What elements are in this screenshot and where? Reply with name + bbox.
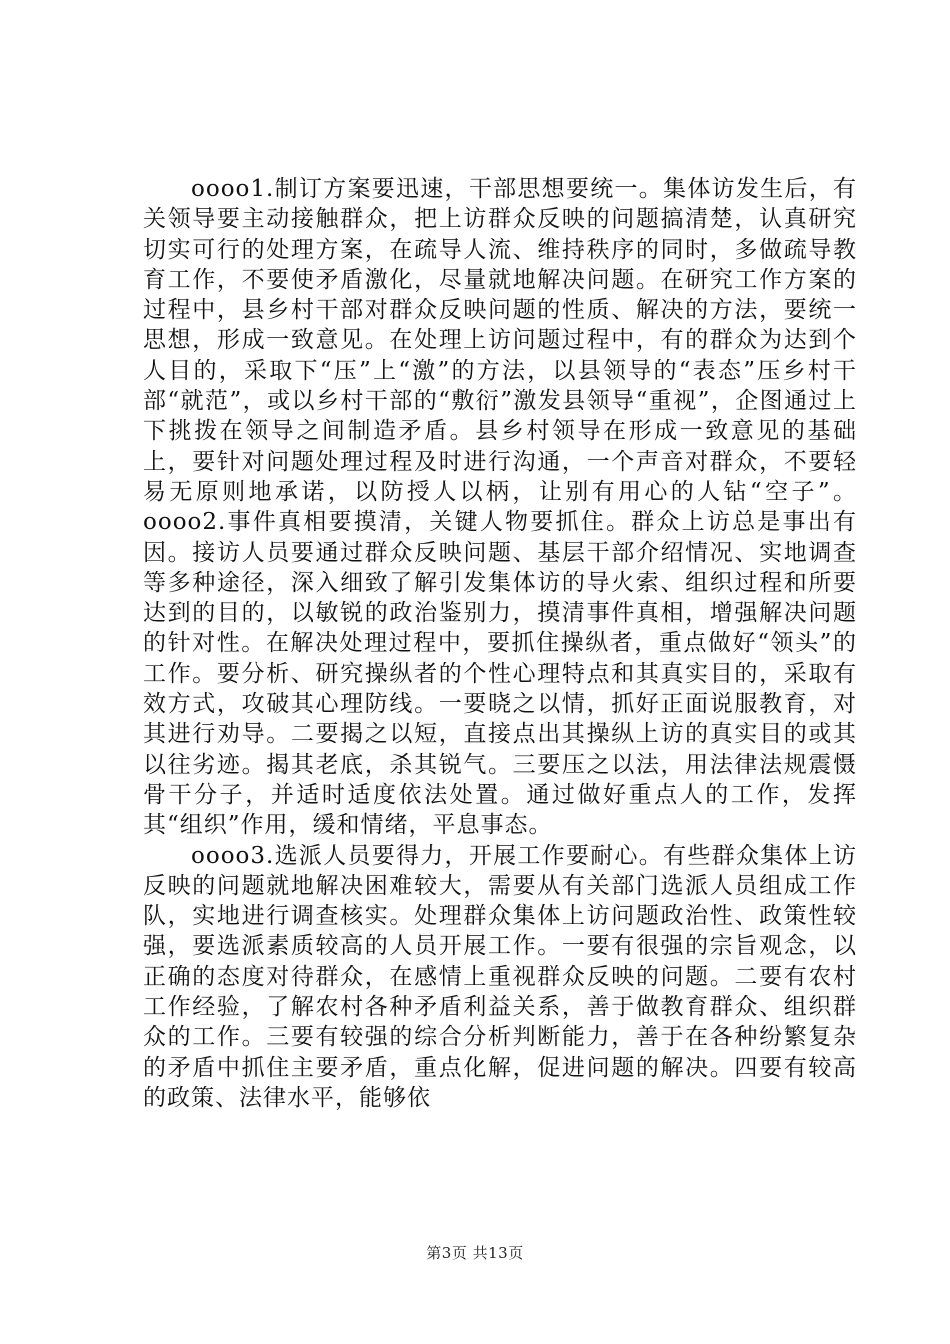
page-number: 第3页 共13页 — [426, 1244, 524, 1262]
page-footer — [0, 1242, 950, 1263]
paragraph-1: oooo1.制订方案要迅速，干部思想要统一。集体访发生后，有关领导要主动接触群众，把上访群众反映的问题搞清楚，认真研究切实可行的处理方案，在疏导人流、维持秩序的同时，多做疏导教育工作，不要使矛盾激化，尽量就地解决问题。在研究工作方案的过程中，县乡村干部对群众反映问题的性质、解决的方法，要统一思想，形成一致意见。在处理上访问题过程中，有的群众为达到个人目的，采取下“压”上“激”的方法，以县领导的“表态”压乡村干部“就范”，或以乡村干部的“敷衍”激发县领导“重视”，企图通过上下挑拨在领导之间制造矛盾。县乡村领导在形成一致意见的基础上，要针对问题处理过程及时进行沟通，一个声音对群众，不要轻易无原则地承诺，以防授人以柄，让别有用心的人钻“空子”。oooo2.事件真相要摸清，关键人物要抓住。群众上访总是事出有因。接访人员要通过群众反映问题、基层干部介绍情况、实地调查等多种途径，深入细致了解引发集体访的导火索、组织过程和所要达到的目的，以敏锐的政治鉴别力，摸清事件真相，增强解决问题的针对性。在解决处理过程中，要抓住操纵者，重点做好“领头”的工作。要分析、研究操纵者的个性心理特点和其真实目的，采取有效方式，攻破其心理防线。一要晓之以情，抓好正面说服教育，对其进行劝导。二要揭之以短，直接点出其操纵上访的真实目的或其以往劣迹。揭其老底，杀其锐气。三要压之以法，用法律法规震慑骨干分子，并适时适度依法处置。通过做好重点人的工作，发挥其“组织”作用，缓和情绪，平息事态。 — [143, 176, 857, 839]
paragraph-2: oooo3.选派人员要得力，开展工作要耐心。有些群众集体上访反映的问题就地解决困难较大，需要从有关部门选派人员组成工作队，实地进行调查核实。处理群众集体上访问题政治性、政策性较强，要选派素质较高的人员开展工作。一要有很强的宗旨观念，以正确的态度对待群众，在感情上重视群众反映的问题。二要有农村工作经验，了解农村各种矛盾利益关系，善于做教育群众、组织群众的工作。三要有较强的综合分析判断能力，善于在各种纷繁复杂的矛盾中抓住主要矛盾，重点化解，促进问题的解决。四要有较高的政策、法律水平，能够依 — [143, 842, 857, 1111]
document-body — [143, 174, 857, 1113]
